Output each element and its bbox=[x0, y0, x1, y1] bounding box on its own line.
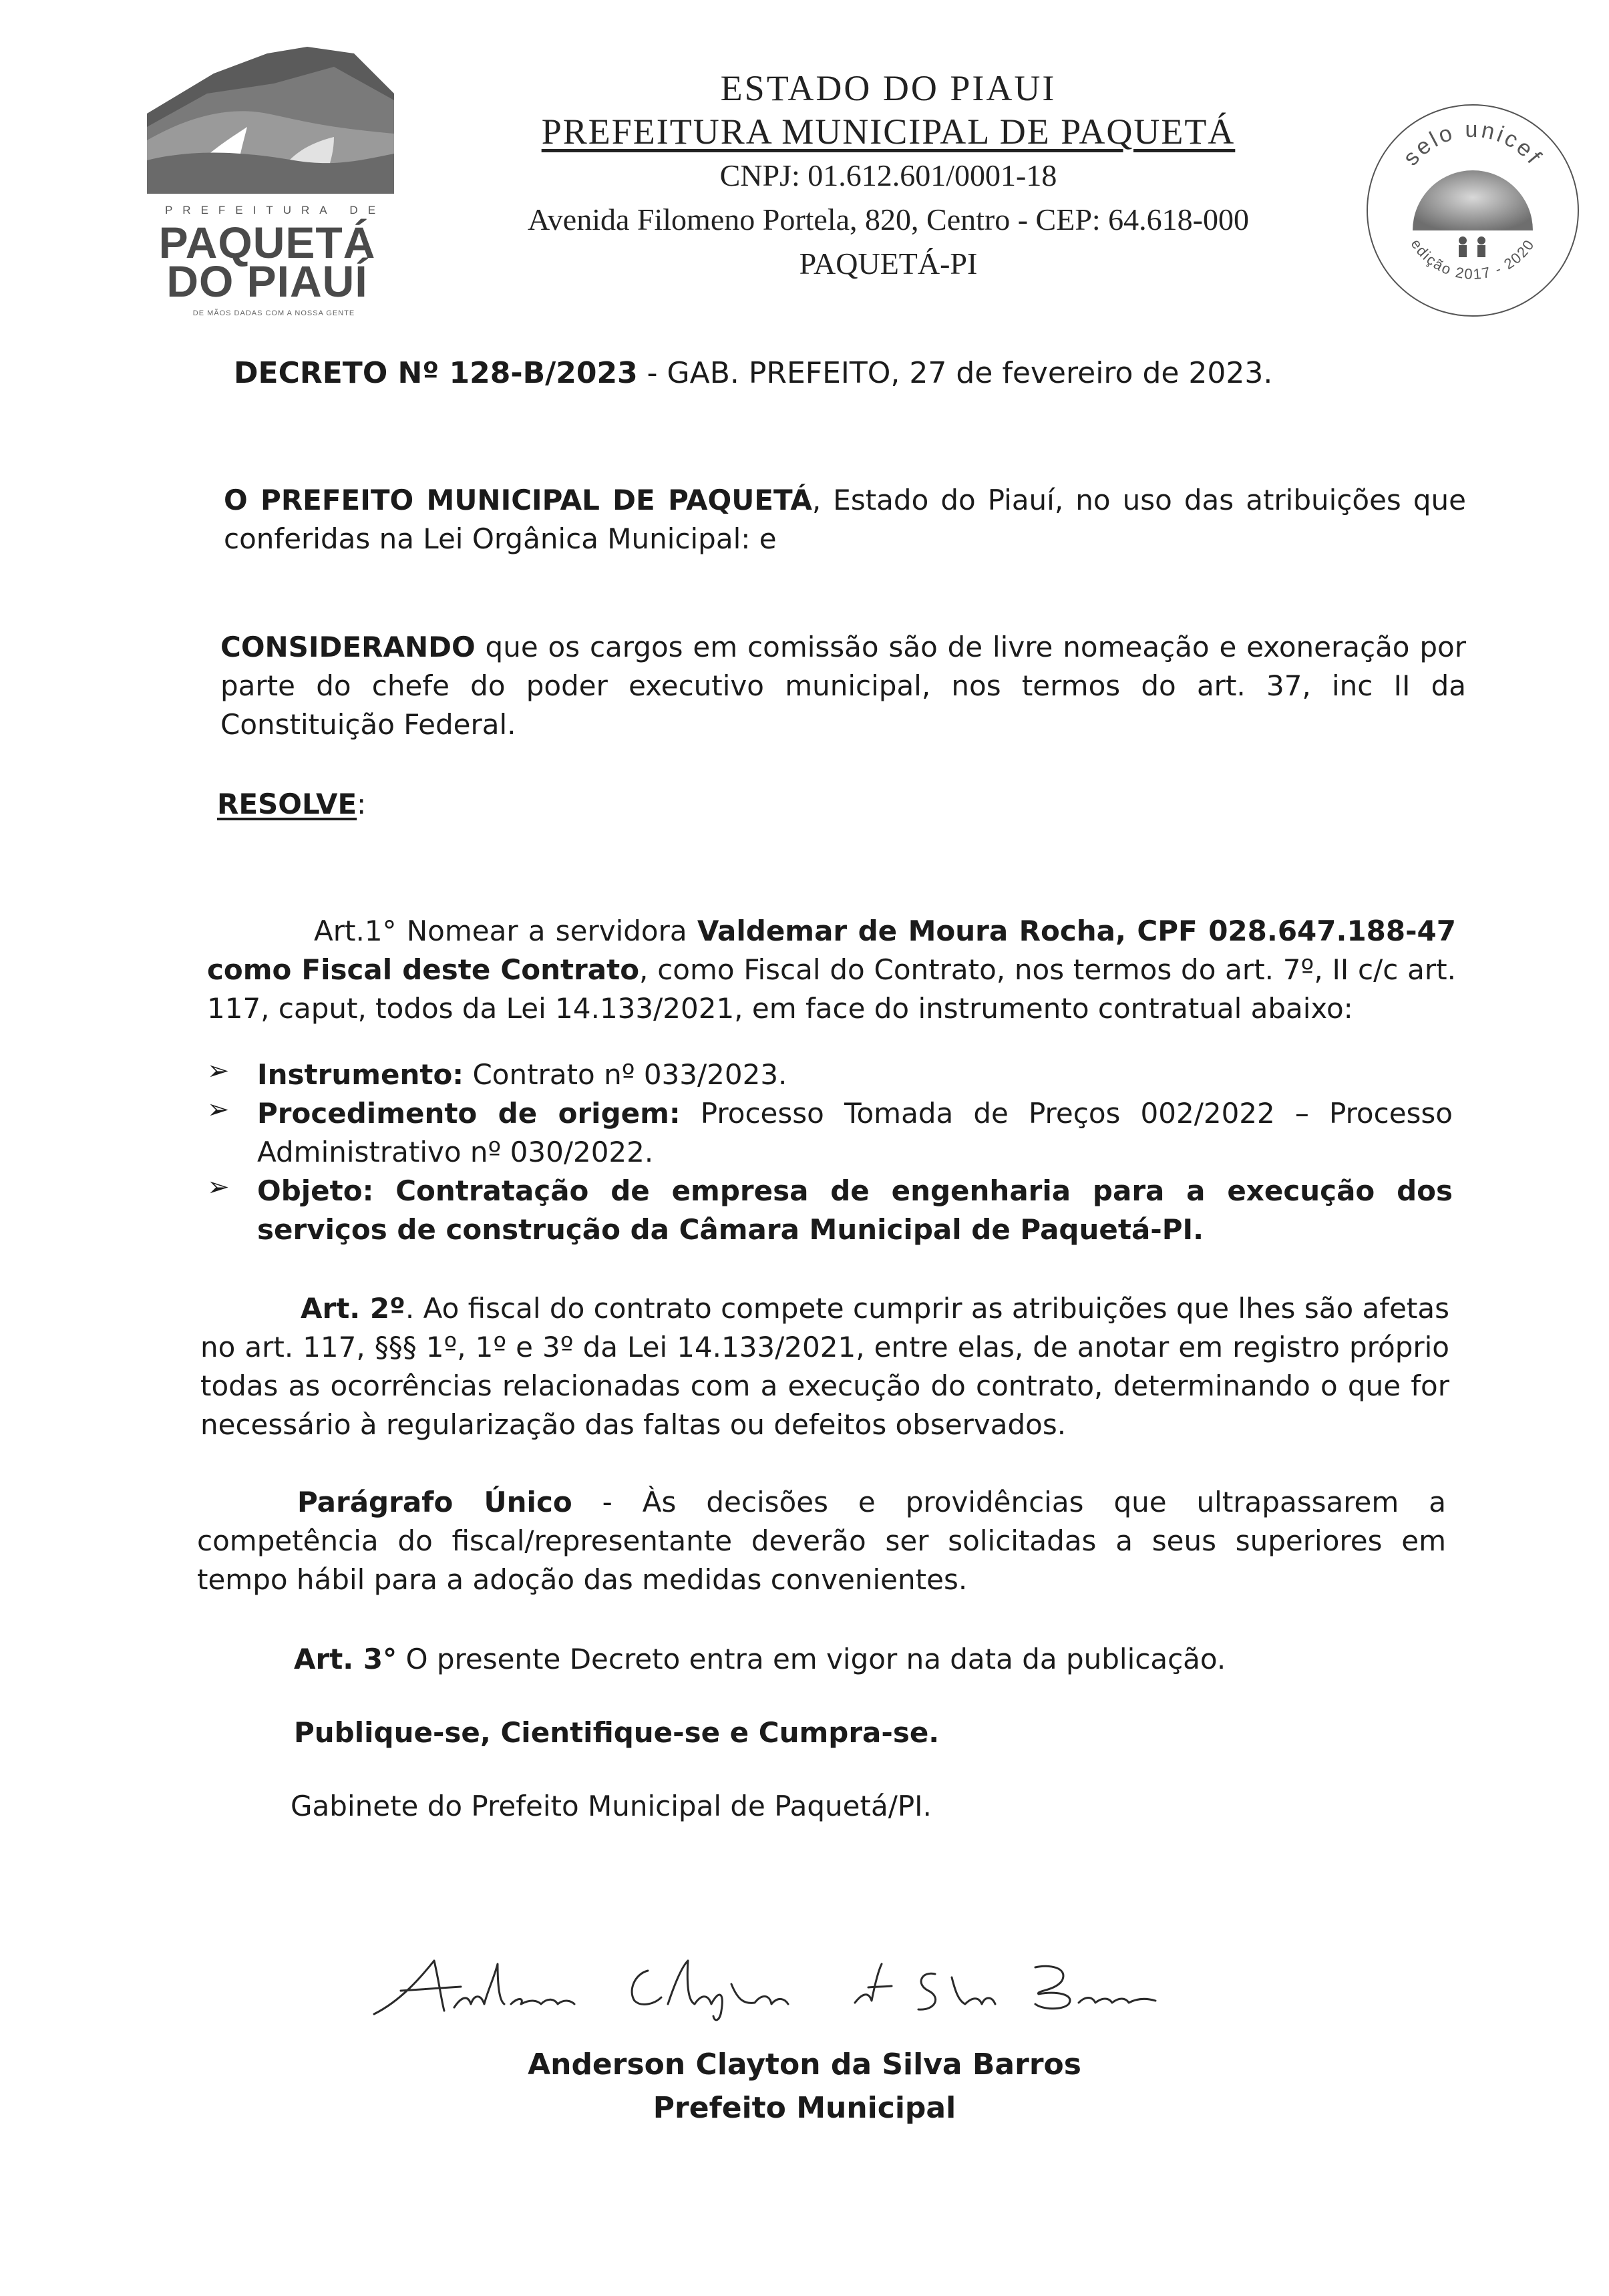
letterhead-cnpj: CNPJ: 01.612.601/0001-18 bbox=[719, 158, 1057, 192]
item-procedure bbox=[257, 1094, 1453, 1172]
preamble bbox=[224, 481, 1466, 558]
item-object-label: Objeto: bbox=[257, 1174, 374, 1207]
considering-clause bbox=[220, 628, 1466, 744]
item-instrument-text: Contrato nº 033/2023. bbox=[464, 1058, 787, 1091]
article-3 bbox=[294, 1640, 1449, 1679]
article-2 bbox=[200, 1289, 1449, 1444]
office-statement: Gabinete do Prefeito Municipal de Paquetá/PI. bbox=[291, 1790, 932, 1822]
item-procedure-text: Processo Tomada de Preços 002/2022 – Processo Administrativo nº 030/2022. bbox=[257, 1097, 1453, 1168]
decree-header bbox=[234, 354, 1423, 393]
bullet-icon: ➢ bbox=[207, 1055, 230, 1086]
article-1-lead: Art.1° Nomear a servidora bbox=[314, 915, 697, 947]
logo-prefix: PREFEITURA DE bbox=[164, 204, 386, 216]
article-1-appointee: Valdemar de Moura Rocha, CPF 028.647.188-47 como Fiscal deste Contrato bbox=[207, 915, 1456, 986]
item-instrument bbox=[257, 1055, 1453, 1094]
item-instrument-label: Instrumento: bbox=[257, 1058, 464, 1091]
item-procedure-label: Procedimento de origem: bbox=[257, 1097, 681, 1130]
bullet-icon: ➢ bbox=[207, 1094, 230, 1125]
seal-bottom-text: edição 2017 - 2020 bbox=[1407, 236, 1538, 283]
logo-tagline: DE MÃOS DADAS COM A NOSSA GENTE bbox=[192, 309, 355, 317]
paragrafo-unico-text: - Às decisões e providências que ultrapassarem a competência do fiscal/representante deverão ser solicitadas a seus superiores em tempo hábil para a adoção das medidas convenientes. bbox=[197, 1486, 1447, 1596]
logo-name-line2: DO PIAUÍ bbox=[166, 257, 368, 306]
unicef-seal bbox=[1363, 100, 1583, 321]
resolve-label: RESOLVE bbox=[217, 788, 357, 820]
logo-mountains-icon bbox=[134, 27, 401, 207]
article-3-label: Art. 3° bbox=[294, 1643, 397, 1675]
resolve-heading bbox=[217, 785, 366, 824]
letterhead bbox=[461, 67, 1316, 286]
logo-name-line1: PAQUETÁ bbox=[158, 218, 376, 267]
decree-number: DECRETO Nº 128-B/2023 bbox=[234, 356, 638, 390]
considering-label: CONSIDERANDO bbox=[220, 631, 476, 663]
handwritten-signature bbox=[361, 1937, 1202, 2031]
letterhead-city: PAQUETÁ-PI bbox=[799, 247, 978, 281]
letterhead-municipality: PREFEITURA MUNICIPAL DE PAQUETÁ bbox=[541, 112, 1236, 152]
publish-statement: Publique-se, Cientifique-se e Cumpra-se. bbox=[294, 1716, 940, 1749]
article-3-text: O presente Decreto entra em vigor na data da publicação. bbox=[397, 1643, 1226, 1675]
preamble-authority: O PREFEITO MUNICIPAL DE PAQUETÁ bbox=[224, 484, 812, 516]
article-1-text: , como Fiscal do Contrato, nos termos do art. 7º, II c/c art. 117, caput, todos da Lei 14.133/2021, em face do instrumento contratual abaixo: bbox=[207, 953, 1456, 1025]
municipality-logo bbox=[134, 27, 401, 317]
paragrafo-unico bbox=[197, 1483, 1446, 1599]
considering-text: que os cargos em comissão são de livre nomeação e exoneração por parte do chefe do poder executivo municipal, nos termos do art. 37, inc II da Constituição Federal. bbox=[220, 631, 1466, 741]
seal-top-text: selo unicef bbox=[1398, 117, 1548, 171]
article-2-text: . Ao fiscal do contrato compete cumprir as atribuições que lhes são afetas no art. 117, §§§ 1º, 1º e 3º da Lei 14.133/2021, entre elas, de anotar em registro próprio todas as ocorrências relacionadas com a execução do contrato, determinando o que for necessário à regularização das faltas ou defeitos observados. bbox=[200, 1292, 1449, 1441]
article-1 bbox=[207, 912, 1456, 1028]
bullet-icon: ➢ bbox=[207, 1172, 230, 1202]
signer-name: Anderson Clayton da Silva Barros bbox=[528, 2047, 1081, 2082]
signer-title: Prefeito Municipal bbox=[653, 2091, 956, 2125]
seal-icon bbox=[1363, 100, 1583, 321]
item-object-text: Contratação de empresa de engenharia para a execução dos serviços de construção da Câmara Municipal de Paquetá-PI. bbox=[257, 1174, 1453, 1246]
resolve-colon: : bbox=[357, 788, 367, 820]
paragrafo-unico-label: Parágrafo Único bbox=[297, 1486, 572, 1518]
decree-date: - GAB. PREFEITO, 27 de fevereiro de 2023. bbox=[637, 356, 1273, 390]
item-object bbox=[257, 1172, 1453, 1249]
letterhead-state: ESTADO DO PIAUI bbox=[720, 68, 1057, 108]
letterhead-address: Avenida Filomeno Portela, 820, Centro - CEP: 64.618-000 bbox=[527, 202, 1250, 236]
article-2-label: Art. 2º bbox=[301, 1292, 405, 1325]
preamble-text: , Estado do Piauí, no uso das atribuições que conferidas na Lei Orgânica Municipal: e bbox=[224, 484, 1466, 555]
